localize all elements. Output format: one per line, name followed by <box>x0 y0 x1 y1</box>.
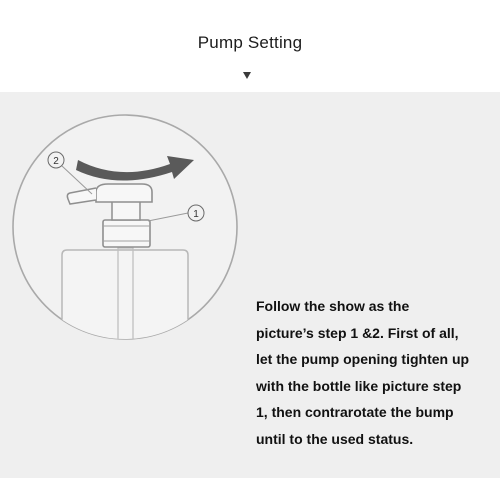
pump-collar <box>103 220 150 247</box>
bottle-body <box>62 250 188 360</box>
instruction-text: Follow the show as the picture’s step 1 &2. First of all, let the pump opening tighten up with the bottle like picture step 1, then contrarotate the bump until to the used status. <box>256 298 470 447</box>
pump-head <box>96 184 152 202</box>
pump-stem <box>112 200 140 220</box>
page-title: Pump Setting <box>197 33 303 52</box>
step-2-label: 2 <box>53 156 59 167</box>
step-1-label: 1 <box>193 209 199 220</box>
bottle-group <box>62 248 188 360</box>
